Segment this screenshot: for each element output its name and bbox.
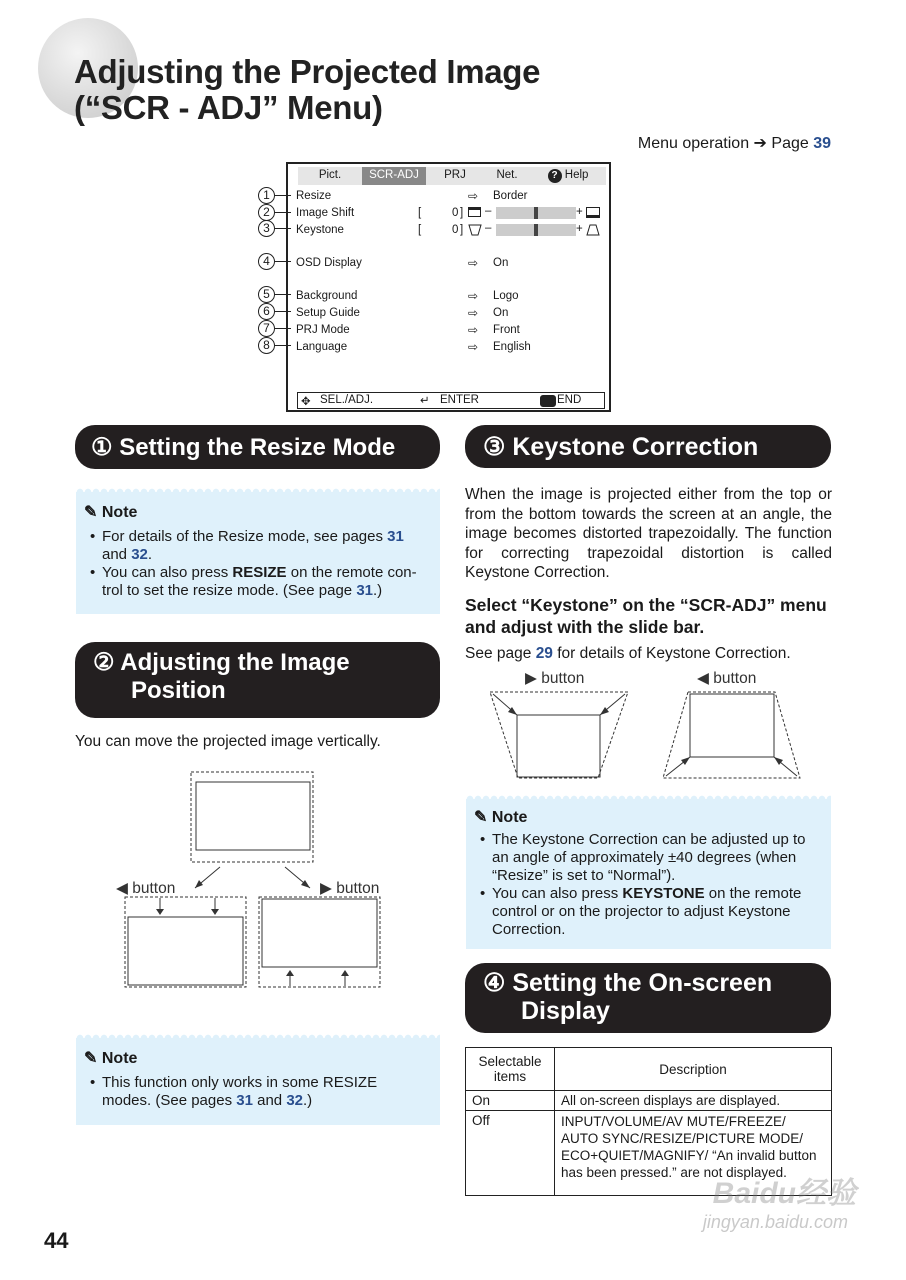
section-heading-keystone: [465, 425, 831, 468]
minus-sign: –: [485, 205, 492, 217]
plus-sign: +: [576, 223, 583, 235]
menu-value-osd: On: [493, 257, 509, 269]
menu-item-language[interactable]: Language: [296, 341, 348, 353]
arrow-right-icon: ⇨: [468, 189, 479, 203]
callout-4: 4: [258, 253, 275, 270]
page-title: [74, 54, 540, 126]
menu-item-image-shift[interactable]: Image Shift: [296, 207, 355, 219]
arrow-right-icon: ⇨: [468, 340, 479, 354]
section-heading-osd: [465, 963, 831, 1033]
arrow-right-icon: ⇨: [468, 323, 479, 337]
menu-item-keystone[interactable]: Keystone: [296, 224, 344, 236]
keystone-see-page: [465, 644, 791, 664]
section-title: Setting the On-screen: [512, 969, 773, 997]
note-text: You can also press: [102, 564, 233, 581]
note-heading: [474, 809, 821, 827]
page-number: 44: [44, 1228, 69, 1253]
menu-item-prj-mode[interactable]: PRJ Mode: [296, 324, 350, 336]
callout-1: 1: [258, 187, 275, 204]
note-text: .): [373, 582, 383, 599]
note-pencil-icon: ✎: [474, 809, 488, 826]
menu-item-background[interactable]: Background: [296, 290, 358, 302]
menu-value-background: Logo: [493, 290, 519, 302]
menu-tabs: [298, 167, 606, 185]
note-item: [492, 885, 821, 939]
note-box-shift: [76, 1038, 440, 1125]
see-text: for details of Keystone Correction.: [552, 645, 791, 662]
shift-down-icon: [586, 207, 600, 218]
note-text: This function only works in some RESIZE modes. (See pages: [102, 1074, 378, 1109]
tab-net[interactable]: Net.: [496, 169, 518, 181]
enter-label: ENTER: [440, 394, 479, 406]
callout-3: 3: [258, 220, 275, 237]
tab-prj[interactable]: PRJ: [444, 169, 466, 181]
page-link[interactable]: 31: [236, 1092, 253, 1109]
section-title: Keystone Correction: [512, 433, 759, 461]
note-text: and: [102, 546, 132, 563]
image-shift-value: 0: [452, 207, 459, 219]
menu-operation-page: 39: [813, 135, 831, 152]
section-number: ④: [483, 969, 506, 997]
tab-help-label: Help: [564, 169, 589, 181]
end-label: END: [557, 394, 582, 406]
keystone-bottom-icon: [586, 224, 600, 236]
key-name: KEYSTONE: [622, 885, 705, 902]
tab-scr-adj[interactable]: SCR-ADJ: [362, 167, 426, 185]
four-way-arrow-icon: ✥: [301, 396, 311, 408]
note-text: .: [147, 546, 153, 563]
keystone-left-button-label: ◀ button: [697, 670, 757, 687]
menu-value-prj-mode: Front: [493, 324, 520, 336]
note-heading: [84, 504, 430, 522]
note-box-resize: [76, 492, 440, 614]
enter-icon: ↵: [420, 395, 430, 407]
table-cell: INPUT/VOLUME/AV MUTE/FREEZE/ AUTO SYNC/RESIZE/PICTURE MODE/ ECO+QUIET/MAGNIFY/ “An invalid button has been pressed.” are not displayed.: [555, 1111, 832, 1196]
shift-left-button-label: ◀ button: [116, 880, 176, 897]
page-link[interactable]: 31: [356, 582, 373, 599]
note-pencil-icon: ✎: [84, 504, 98, 521]
section-number: ①: [91, 434, 113, 461]
arrow-right-icon: ⇨: [468, 289, 479, 303]
note-item: • The Keystone Correction can be adjusted up to an angle of approximately ±40 degrees (when “Resize” is set to “Normal”).: [492, 831, 821, 885]
page-link[interactable]: 31: [387, 528, 404, 545]
callout-5: 5: [258, 286, 275, 303]
arrow-right-icon: ⇨: [468, 256, 479, 270]
note-text: .): [303, 1092, 313, 1109]
shift-right-button-label: ▶ button: [320, 880, 380, 897]
keystone-value: 0: [452, 224, 459, 236]
note-pencil-icon: ✎: [84, 1050, 98, 1067]
plus-sign: +: [576, 206, 583, 218]
callout-2: 2: [258, 204, 275, 221]
note-item: [102, 564, 430, 600]
menu-operation-text: Menu operation ➔ Page: [637, 135, 814, 152]
menu-value-language: English: [493, 341, 531, 353]
page-link[interactable]: 29: [535, 645, 553, 662]
note-list: [84, 1074, 430, 1110]
page-link[interactable]: 32: [286, 1092, 303, 1109]
section-number: ③: [483, 433, 506, 461]
table-header-row: [466, 1048, 832, 1091]
note-text: on the remote control to set the resize mode. (See page: [102, 564, 417, 599]
note-heading-text: Note: [101, 1050, 138, 1067]
keystone-description: When the image is projected either from the top or from the bottom towards the screen at an angle, the image becomes distorted trapezoidally. The function for correcting trapezoidal distortion is called Keystone Correction.: [465, 486, 832, 581]
help-icon: ?: [548, 169, 562, 183]
watermark-url: jingyan.baidu.com: [702, 1212, 848, 1232]
menu-item-resize[interactable]: Resize: [296, 190, 332, 202]
menu-item-osd-display[interactable]: OSD Display: [296, 257, 362, 269]
sel-adj-label: SEL./ADJ.: [320, 394, 374, 406]
table-header: Description: [555, 1048, 832, 1091]
table-cell: All on-screen displays are displayed.: [555, 1091, 832, 1111]
note-item: [102, 528, 430, 564]
note-text: and: [252, 1092, 287, 1109]
page-title-line1: Adjusting the Projected Image: [74, 53, 541, 90]
section-title: Setting the Resize Mode: [119, 434, 396, 461]
keystone-slider[interactable]: [496, 224, 576, 236]
callout-6: 6: [258, 303, 275, 320]
keystone-top-icon: [468, 224, 482, 236]
image-shift-slider[interactable]: [496, 207, 576, 219]
image-position-description: You can move the projected image vertically.: [75, 733, 381, 750]
bracket-close: ]: [460, 207, 464, 219]
section-heading-image-position: [75, 642, 440, 718]
note-item: [102, 1074, 430, 1110]
table-cell: On: [466, 1091, 555, 1111]
table-row: [466, 1091, 832, 1111]
note-text: For details of the Resize mode, see pages: [102, 528, 388, 545]
note-heading: [84, 1050, 430, 1068]
section-title-line2: Display: [521, 997, 610, 1025]
note-text: on the remote control or on the projector to adjust Keystone Correction.: [492, 885, 802, 938]
menu-item-setup-guide[interactable]: Setup Guide: [296, 307, 360, 319]
section-heading-resize: [75, 425, 440, 469]
callout-8: 8: [258, 337, 275, 354]
bracket-open: [: [418, 207, 422, 219]
end-icon: [540, 395, 556, 407]
page-title-line2: (“SCR - ADJ” Menu): [74, 89, 383, 126]
osd-menu-screen: [286, 162, 611, 412]
key-name: RESIZE: [232, 564, 287, 581]
note-text: You can also press: [492, 885, 623, 902]
see-text: See page: [465, 645, 536, 662]
tab-help[interactable]: [530, 167, 606, 185]
note-box-keystone: [466, 799, 831, 949]
page-link[interactable]: 32: [131, 546, 148, 563]
section-title-line1: [93, 649, 440, 677]
slider-handle[interactable]: [534, 207, 538, 219]
keystone-instruction: Select “Keystone” on the “SCR-ADJ” menu and adjust with the slide bar.: [465, 595, 827, 637]
menu-value-resize: Border: [493, 190, 528, 202]
note-heading-text: Note: [101, 504, 138, 521]
bracket-close: ]: [460, 224, 464, 236]
menu-bottom-bar: [297, 392, 605, 409]
watermark-logo: Baidu经验: [712, 1177, 856, 1210]
slider-handle[interactable]: [534, 224, 538, 236]
table-header: Selectable items: [466, 1048, 555, 1091]
note-list: [474, 831, 821, 939]
note-list: [84, 528, 430, 600]
menu-value-setup-guide: On: [493, 307, 509, 319]
tab-pict[interactable]: Pict.: [318, 169, 342, 181]
menu-operation-ref: [638, 133, 831, 153]
section-title: Adjusting the Image: [120, 649, 350, 676]
callout-7: 7: [258, 320, 275, 337]
note-heading-text: Note: [491, 809, 528, 826]
keystone-diagram: [485, 688, 810, 783]
section-title-line1: [483, 969, 831, 997]
keystone-right-button-label: ▶ button: [525, 670, 585, 687]
section-number: ②: [93, 649, 115, 676]
shift-up-icon: [468, 207, 481, 217]
bracket-open: [: [418, 224, 422, 236]
arrow-right-icon: ⇨: [468, 306, 479, 320]
table-cell: Off: [466, 1111, 555, 1196]
section-title-line2: Position: [131, 677, 226, 704]
minus-sign: –: [485, 222, 492, 234]
